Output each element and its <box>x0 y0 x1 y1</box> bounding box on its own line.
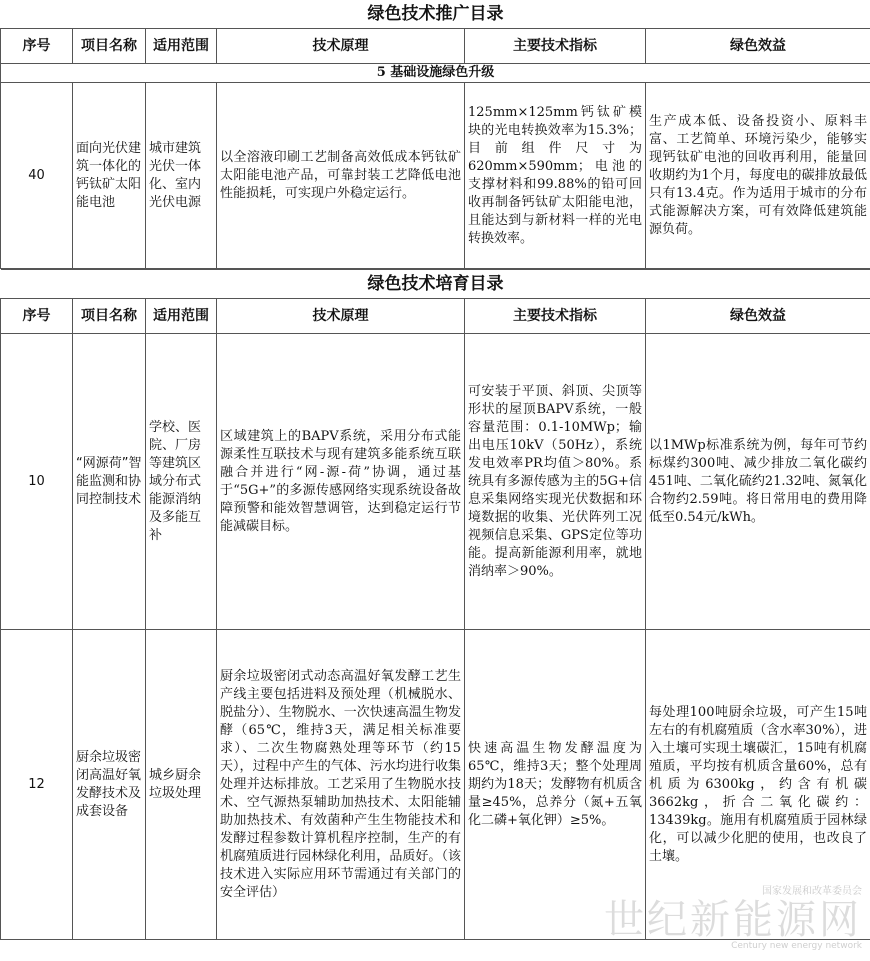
header-indicators: 主要技术指标 <box>465 29 646 64</box>
green-benefits: 生产成本低、设备投资小、原料丰富、工艺简单、环境污染少，能够实现钙钛矿电池的回收再利用，能量回收期约为1个月，每度电的碳排放最低只有13.4克。作为适用于城市的分布式能源解决方案，可有效降低建筑能源负荷。 <box>646 83 870 269</box>
header-scope: 适用范围 <box>146 29 217 64</box>
row-number: 10 <box>1 334 73 630</box>
project-scope: 城市建筑光伏一体化、室内光伏电源 <box>146 83 217 269</box>
row-number: 40 <box>1 83 73 269</box>
cultivation-table-title: 绿色技术培育目录 <box>1 270 870 299</box>
tech-indicators: 125mm×125mm钙钛矿模块的光电转换效率为15.3%；目前组件尺寸为620mm×590mm；电池的支撑材料和99.88%的铅可回收再制备钙钛矿太阳能电池，且能达到与新材料一样的光电转换效率。 <box>465 83 646 269</box>
project-name: “网源荷”智能监测和协同控制技术 <box>73 334 146 630</box>
section-heading: 5 基础设施绿色升级 <box>1 64 870 83</box>
project-scope: 城乡厨余垃圾处理 <box>146 630 217 940</box>
tech-principle: 以全溶液印刷工艺制备高效低成本钙钛矿太阳能电池产品，可靠封装工艺降低电池性能损耗，可实现户外稳定运行。 <box>217 83 465 269</box>
cultivation-table <box>0 269 870 943</box>
table-row <box>1 334 870 630</box>
header-benefits: 绿色效益 <box>646 29 870 64</box>
header-no: 序号 <box>1 29 73 64</box>
tech-principle: 区域建筑上的BAPV系统，采用分布式能源柔性互联技术与现有建筑多能系统互联融合并进行“网-源-荷”协调，通过基于“5G+”的多源传感网络实现系统设备故障预警和能效智慧调管，达到稳定运行节能减碳目标。 <box>217 334 465 630</box>
row-number: 12 <box>1 630 73 940</box>
watermark-subtitle: Century new energy network <box>731 941 862 951</box>
project-scope: 学校、医院、厂房等建筑区域分布式能源消纳及多能互补 <box>146 334 217 630</box>
green-benefits: 以1MWp标准系统为例，每年可节约标煤约300吨、减少排放二氧化碳约451吨、二氧化硫约21.32吨、氮氧化合物约2.59吨。将日常用电的费用降低至0.54元/kWh。 <box>646 334 870 630</box>
header-scope: 适用范围 <box>146 299 217 334</box>
header-principle: 技术原理 <box>217 299 465 334</box>
promotion-table <box>0 0 870 269</box>
header-name: 项目名称 <box>73 299 146 334</box>
promotion-table-title: 绿色技术推广目录 <box>1 0 870 29</box>
project-name: 面向光伏建筑一体化的钙钛矿太阳能电池 <box>73 83 146 269</box>
green-benefits: 每处理100吨厨余垃圾，可产生15吨左右的有机腐殖质（含水率30%），进入土壤可实现土壤碳汇，15吨有机腐殖质，平均按有机质含量60%，总有机质为6300kg，约含有机碳3662kg，折合二氧化碳约：13439kg。施用有机腐殖质于园林绿化，可以减少化肥的使用，也改良了土壤。 <box>646 630 870 940</box>
header-indicators: 主要技术指标 <box>465 299 646 334</box>
header-name: 项目名称 <box>73 29 146 64</box>
tech-indicators: 可安装于平顶、斜顶、尖顶等形状的屋顶BAPV系统，一般容量范围：0.1-10MWp；输出电压10kV（50Hz），系统发电效率PR均值＞80%。系统具有多源传感为主的5G+信息采集网络实现光伏数据和环境数据的收集、光伏阵列工况视频信息采集、GPS定位等功能。提高新能源利用率，就地消纳率＞90%。 <box>465 334 646 630</box>
table-row <box>1 83 870 269</box>
tech-indicators: 快速高温生物发酵温度为65℃，维持3天；整个处理周期约为18天；发酵物有机质含量≥45%，总养分（氮+五氧化二磷+氧化钾）≥5%。 <box>465 630 646 940</box>
watermark-logo-text: 世纪新能源网 <box>604 897 862 943</box>
header-benefits: 绿色效益 <box>646 299 870 334</box>
header-principle: 技术原理 <box>217 29 465 64</box>
table-row <box>1 630 870 940</box>
project-name: 厨余垃圾密闭高温好氧发酵技术及成套设备 <box>73 630 146 940</box>
watermark-top-text: 国家发展和改革委员会 <box>762 886 862 897</box>
tech-principle: 厨余垃圾密闭式动态高温好氧发酵工艺生产线主要包括进料及预处理（机械脱水、脱盐分）、生物脱水、一次快速高温生物发酵（65℃，维持3天，满足相关标准要求）、二次生物腐熟处理等环节（约15天），过程中产生的气体、污水均进行收集处理并达标排放。工艺采用了生物脱水技术、空气源热泵辅助加热技术、太阳能辅助加热技术、有效菌种产生生物能技术和发酵过程参数计算机程序控制，生产的有机腐殖质进行园林绿化利用，品质好。（该技术进入实际应用环节需通过有关部门的安全评估） <box>217 630 465 940</box>
header-no: 序号 <box>1 299 73 334</box>
